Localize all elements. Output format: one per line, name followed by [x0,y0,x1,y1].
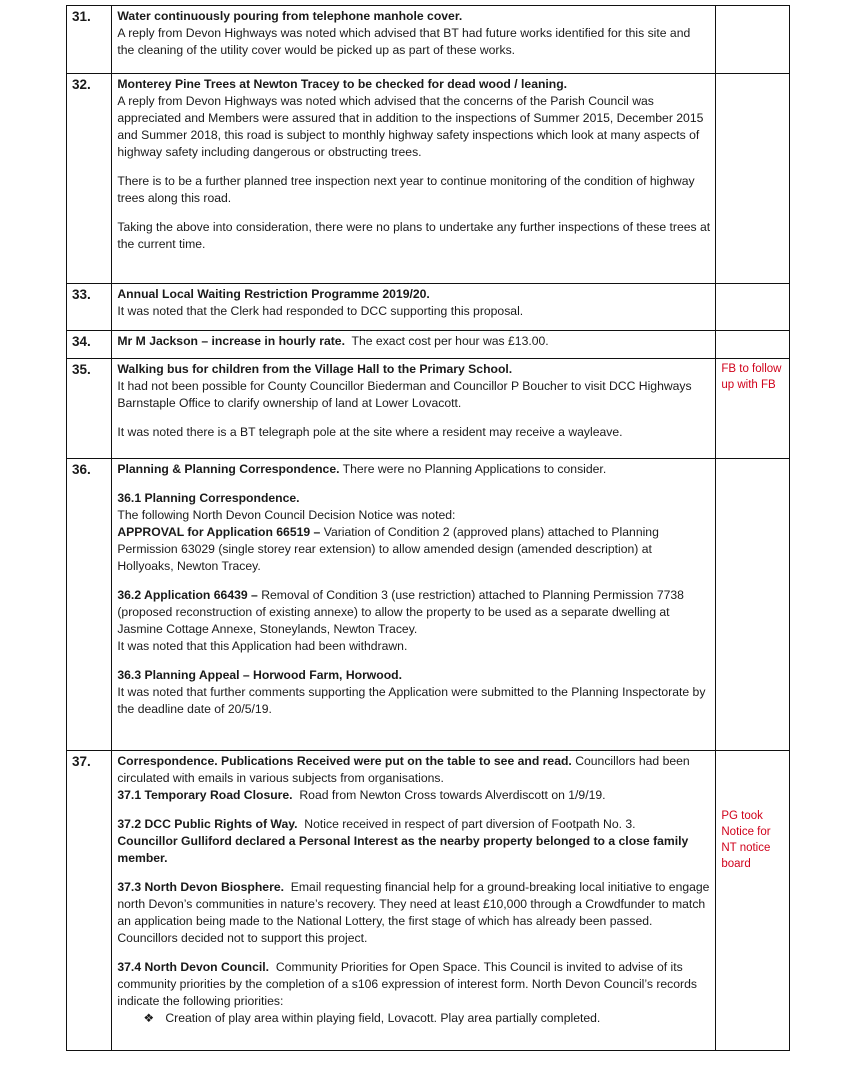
subsection-title: 36.3 Planning Appeal – Horwood Farm, Horwood. [117,668,403,682]
item-paragraph: It had not been possible for County Councillor Biederman and Councillor P Boucher to visit DCC Highways Barnstaple Office to clarify ownership of land at Lower Lovacott. [117,379,692,410]
item-text: A reply from Devon Highways was noted which advised that BT had future works identified for this site and the cleaning of the utility cover would be picked up as part of these works. [117,26,691,57]
subsection-text: Community Priorities for Open Space. This Council is invited to advise of its community priorities by the completion of a s106 expression of interest form. North Devon Council’s records indicate the following priorities: [117,960,697,1008]
item-paragraph: There is to be a further planned tree inspection next year to continue monitoring of the condition of highway trees along this road. [117,174,695,205]
item-title: Mr M Jackson – increase in hourly rate. [117,334,345,348]
priority-text: Creation of play area within playing field, Lovacott. Play area partially completed. [165,1011,601,1025]
item-paragraph: Taking the above into consideration, there were no plans to undertake any further inspections of these trees at the current time. [117,220,711,251]
diamond-bullet-icon: ❖ [143,1011,155,1025]
item-number: 33. [67,284,112,331]
item-text: It was noted that the Clerk had responded to DCC supporting this proposal. [117,304,524,318]
subsection-text: Notice received in respect of part diversion of Footpath No. 3. [304,817,636,831]
minute-row-35 [67,359,790,459]
minute-row-37 [67,751,790,1051]
item-number: 35. [67,359,112,459]
action-cell [716,331,790,359]
minutes-table [66,5,790,1051]
subsection-text: Email requesting financial help for a ground-breaking local initiative to engage north Devon’s communities in nature’s recovery. They need at least £10,000 through a Crowdfunder to match an application being made to the National Lottery, the first stage of which has already been passed. Councillors decided not to support this project. [117,880,710,945]
item-text: The exact cost per hour was £13.00. [351,334,549,348]
item-title: Water continuously pouring from telephone manhole cover. [117,9,463,23]
item-number: 36. [67,459,112,751]
item-title: Monterey Pine Trees at Newton Tracey to be checked for dead wood / leaning. [117,77,568,91]
item-paragraph: It was noted there is a BT telegraph pole at the site where a resident may receive a wayleave. [117,425,623,439]
action-note: FB to follow up with FB [716,359,790,459]
item-title: Walking bus for children from the Village Hall to the Primary School. [117,362,513,376]
item-number: 31. [67,6,112,74]
item-number: 32. [67,74,112,284]
priority-list-item [117,1010,710,1027]
subsection-text: Removal of Condition 3 (use restriction) attached to Planning Permission 7738 (proposed reconstruction of existing annexe) to allow the property to be used as a separate dwelling at Jasmine Cottage Annexe, Stoneylands, Newton Tracey. [117,588,684,636]
subsection-title: 37.4 North Devon Council. [117,960,270,974]
action-cell [716,74,790,284]
minute-row-33 [67,284,790,331]
item-title: Correspondence. Publications Received were put on the table to see and read. [117,754,572,768]
item-body [112,751,716,1051]
action-cell [716,284,790,331]
subsection-text: It was noted that further comments supporting the Application were submitted to the Planning Inspectorate by the deadline date of 20/5/19. [117,685,706,716]
item-body [112,74,716,284]
item-text: Councillors had been circulated with emails in various subjects from organisations. [117,754,690,785]
item-title: Planning & Planning Correspondence. [117,462,340,476]
item-body [112,459,716,751]
minute-row-31 [67,6,790,74]
action-cell [716,6,790,74]
subsection-title: 37.2 DCC Public Rights of Way. [117,817,298,831]
subsection-note: It was noted that this Application had been withdrawn. [117,639,408,653]
item-number: 34. [67,331,112,359]
item-paragraph: A reply from Devon Highways was noted which advised that the concerns of the Parish Council was appreciated and Members were assured that in addition to the inspections of Summer 2015, December 2015 and Summer 2018, this road is subject to monthly highway safety inspections which look at many aspects of highway safety including dangerous or obstructing trees. [117,94,704,159]
item-text: There were no Planning Applications to consider. [342,462,607,476]
subsection-title: 36.2 Application 66439 – [117,588,258,602]
item-body [112,331,716,359]
subsection-title: 37.1 Temporary Road Closure. [117,788,293,802]
item-number: 37. [67,751,112,1051]
action-note: PG took Notice for NT notice board [721,810,771,870]
item-body [112,284,716,331]
action-cell [716,751,790,1051]
decision-label: APPROVAL for Application 66519 – [117,525,321,539]
minute-row-32 [67,74,790,284]
minute-row-36 [67,459,790,751]
subsection-text: The following North Devon Council Decision Notice was noted: [117,508,456,522]
subsection-title: 37.3 North Devon Biosphere. [117,880,284,894]
item-title: Annual Local Waiting Restriction Programme 2019/20. [117,287,430,301]
interest-declaration: Councillor Gulliford declared a Personal Interest as the nearby property belonged to a close family member. [117,834,689,865]
subsection-text: Road from Newton Cross towards Alverdiscott on 1/9/19. [299,788,606,802]
action-cell [716,459,790,751]
subsection-title: 36.1 Planning Correspondence. [117,491,300,505]
item-body [112,359,716,459]
decision-text: Variation of Condition 2 (approved plans) attached to Planning Permission 63029 (single storey rear extension) to allow amended design (amended description) at Hollyoaks, Newton Tracey. [117,525,659,573]
item-body [112,6,716,74]
minute-row-34 [67,331,790,359]
